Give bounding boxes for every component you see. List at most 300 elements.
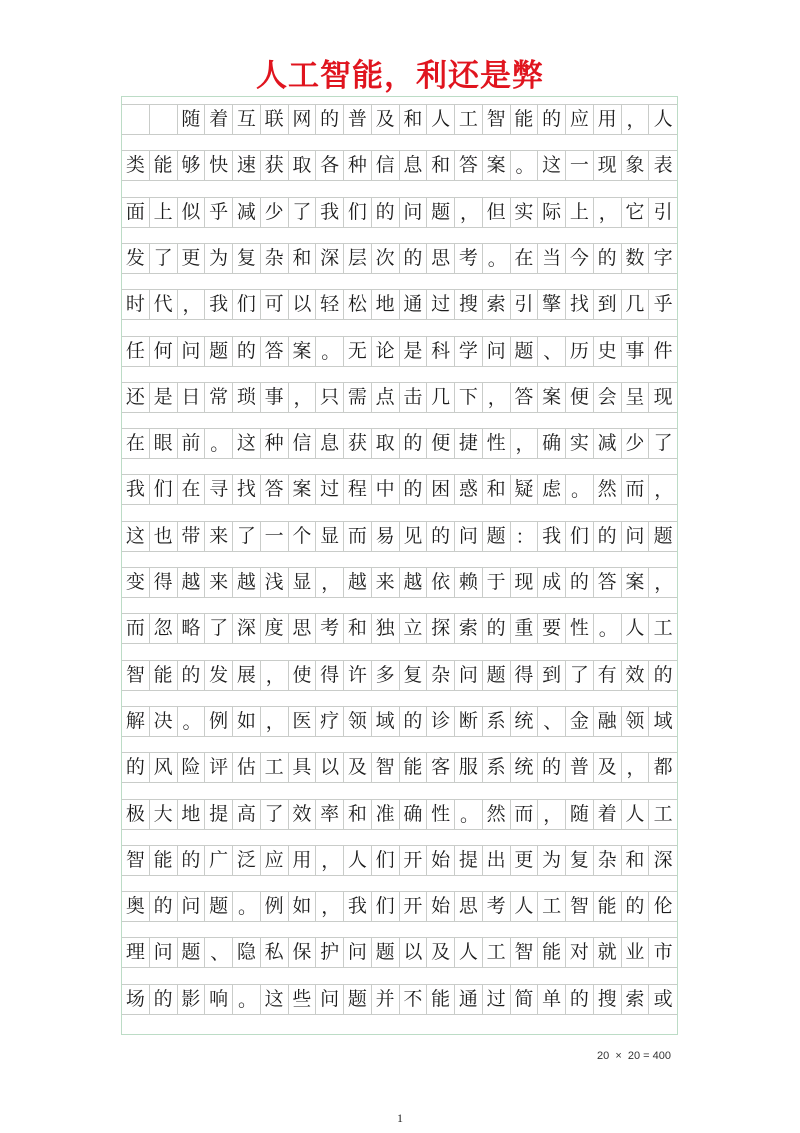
grid-cell: 减 <box>233 198 261 227</box>
grid-cell: 考 <box>455 244 483 273</box>
grid-cell: ， <box>538 800 566 829</box>
grid-cell: 答 <box>511 383 539 412</box>
grid-cell: 乎 <box>653 293 673 316</box>
grid-cell: 应 <box>566 105 594 134</box>
grid-cell: 问 <box>455 522 483 551</box>
grid-cell: 速 <box>233 151 261 180</box>
grid-cell: 有 <box>594 661 622 690</box>
grid-row <box>122 150 677 181</box>
grid-cell: 见 <box>400 522 428 551</box>
grid-cell: 影 <box>178 985 206 1014</box>
grid-cell: 而 <box>622 475 650 504</box>
grid-cell: 统 <box>511 707 539 736</box>
grid-cell: 随 <box>566 800 594 829</box>
grid-cell: 在 <box>511 244 539 273</box>
grid-cell: 我 <box>122 475 150 504</box>
grid-cell: 风 <box>150 753 178 782</box>
grid-cell: 取 <box>289 151 317 180</box>
grid-cell: 联 <box>261 105 289 134</box>
grid-row <box>122 752 677 783</box>
grid-cell: 今 <box>566 244 594 273</box>
grid-cell: 过 <box>483 985 511 1014</box>
grid-cell: 题 <box>511 337 539 366</box>
grid-cell: 问 <box>316 985 344 1014</box>
grid-cell: 下 <box>455 383 483 412</box>
grid-cell: 考 <box>316 614 344 643</box>
grid-cell: 数 <box>622 244 650 273</box>
grid-cell: 略 <box>178 614 206 643</box>
grid-cell: 的 <box>483 614 511 643</box>
grid-cell: 高 <box>233 800 261 829</box>
grid-cell: 杂 <box>594 846 622 875</box>
grid-cell: 响 <box>205 985 233 1014</box>
grid-cell: 和 <box>427 151 455 180</box>
grid-cell: 忽 <box>150 614 178 643</box>
grid-cell: 索 <box>622 985 650 1014</box>
grid-cell: ， <box>594 198 622 227</box>
grid-cell: 问 <box>483 337 511 366</box>
grid-cell: 性 <box>427 800 455 829</box>
grid-cell: 的 <box>594 244 622 273</box>
grid-cell: 代 <box>150 290 178 319</box>
grid-cell: 个 <box>289 522 317 551</box>
grid-cell: 能 <box>594 892 622 921</box>
grid-cell: 效 <box>289 800 317 829</box>
grid-cell: 。 <box>483 244 511 273</box>
grid-cell: 工 <box>261 753 289 782</box>
grid-cell: 学 <box>455 337 483 366</box>
grid-cell: ， <box>178 290 206 319</box>
grid-cell: 需 <box>344 383 372 412</box>
grid-cell: 断 <box>455 707 483 736</box>
grid-cell: 困 <box>427 475 455 504</box>
grid-cell: 实 <box>566 429 594 458</box>
grid-cell: 问 <box>400 198 428 227</box>
grid-cell: ， <box>511 429 539 458</box>
grid-cell: 复 <box>233 244 261 273</box>
page-number: 1 <box>397 1111 403 1125</box>
grid-cell: 前 <box>178 429 206 458</box>
grid-cell: 案 <box>289 475 317 504</box>
grid-cell: 要 <box>538 614 566 643</box>
grid-cell: 以 <box>289 290 317 319</box>
grid-cell: 域 <box>653 709 673 732</box>
grid-cell: 些 <box>289 985 317 1014</box>
grid-cell: 网 <box>289 105 317 134</box>
grid-cell: 确 <box>538 429 566 458</box>
grid-cell: 们 <box>150 475 178 504</box>
grid-cell: 杂 <box>427 661 455 690</box>
grid-cell: 类 <box>122 151 150 180</box>
grid-cell: 对 <box>566 938 594 967</box>
grid-cell: 护 <box>316 938 344 967</box>
grid-cell: 思 <box>455 892 483 921</box>
grid-cell: 我 <box>344 892 372 921</box>
character-count-label: 20 × 20 = 400 <box>597 1050 672 1062</box>
grid-cell: 、 <box>538 707 566 736</box>
grid-cell: 题 <box>653 524 673 547</box>
grid-cell: 广 <box>205 846 233 875</box>
grid-cell: 越 <box>178 568 206 597</box>
grid-cell: 而 <box>344 522 372 551</box>
grid-cell: ， <box>261 707 289 736</box>
grid-cell: 、 <box>205 938 233 967</box>
grid-cell: 搜 <box>455 290 483 319</box>
grid-cell: 确 <box>400 800 428 829</box>
grid-cell: 人 <box>622 800 650 829</box>
grid-cell: 不 <box>400 985 428 1014</box>
grid-row <box>122 428 677 459</box>
grid-cell: 了 <box>233 522 261 551</box>
grid-cell: ， <box>654 572 674 594</box>
grid-row <box>122 937 677 968</box>
grid-cell: 服 <box>455 753 483 782</box>
grid-cell: 应 <box>261 846 289 875</box>
grid-cell: 估 <box>233 753 261 782</box>
grid-cell: 保 <box>289 938 317 967</box>
grid-cell: 只 <box>316 383 344 412</box>
grid-cell: 。 <box>233 985 261 1014</box>
grid-cell: 了 <box>289 198 317 227</box>
grid-cell: 能 <box>150 846 178 875</box>
grid-cell: 何 <box>150 337 178 366</box>
grid-cell: 显 <box>316 522 344 551</box>
grid-cell: 人 <box>653 108 673 130</box>
grid-cell: 用 <box>289 846 317 875</box>
grid-cell: 面 <box>122 198 150 227</box>
grid-cell: 各 <box>316 151 344 180</box>
grid-row <box>122 660 677 691</box>
grid-cell: 的 <box>150 985 178 1014</box>
grid-cell: 我 <box>538 522 566 551</box>
grid-row <box>122 104 677 135</box>
grid-cell: 。 <box>566 475 594 504</box>
grid-cell: 引 <box>511 290 539 319</box>
grid-cell: 的 <box>622 892 650 921</box>
grid-cell: 赖 <box>455 568 483 597</box>
grid-cell: 索 <box>483 290 511 319</box>
grid-cell: 息 <box>316 429 344 458</box>
grid-cell: 似 <box>178 198 206 227</box>
grid-cell: 成 <box>538 568 566 597</box>
grid-cell: 效 <box>622 661 650 690</box>
grid-cell: 为 <box>205 244 233 273</box>
grid-cell: 的 <box>233 337 261 366</box>
grid-cell: 获 <box>261 151 289 180</box>
grid-cell: 便 <box>566 383 594 412</box>
grid-cell <box>122 105 150 134</box>
grid-cell: 得 <box>316 661 344 690</box>
grid-cell: 到 <box>538 661 566 690</box>
grid-cell: 层 <box>344 244 372 273</box>
grid-cell: 性 <box>483 429 511 458</box>
grid-cell: 通 <box>400 290 428 319</box>
grid-cell: 使 <box>289 661 317 690</box>
grid-cell: 了 <box>205 614 233 643</box>
grid-cell: 这 <box>233 429 261 458</box>
grid-cell: 了 <box>566 661 594 690</box>
grid-cell: 重 <box>511 614 539 643</box>
grid-cell: 能 <box>150 661 178 690</box>
grid-cell: 信 <box>289 429 317 458</box>
grid-cell: 还 <box>122 383 150 412</box>
grid-cell: 任 <box>122 337 150 366</box>
grid-cell: 的 <box>316 105 344 134</box>
grid-cell: 工 <box>538 892 566 921</box>
grid-cell: 们 <box>372 892 400 921</box>
grid-cell: 击 <box>400 383 428 412</box>
grid-cell: 市 <box>653 941 673 964</box>
grid-cell: 索 <box>455 614 483 643</box>
grid-cell: 能 <box>511 105 539 134</box>
grid-cell: 几 <box>622 290 650 319</box>
grid-cell: 解 <box>122 707 150 736</box>
grid-cell: 为 <box>538 846 566 875</box>
grid-cell: 医 <box>289 707 317 736</box>
grid-cell: 。 <box>511 151 539 180</box>
grid-cell: 智 <box>483 105 511 134</box>
grid-cell: ， <box>316 568 344 597</box>
grid-cell: 和 <box>622 846 650 875</box>
grid-cell: 度 <box>261 614 289 643</box>
grid-cell: 理 <box>122 938 150 967</box>
grid-cell: 的 <box>594 522 622 551</box>
grid-cell: 许 <box>344 661 372 690</box>
grid-cell: 地 <box>372 290 400 319</box>
manuscript-grid <box>121 96 678 1035</box>
grid-cell: 是 <box>150 383 178 412</box>
grid-cell: 变 <box>122 568 150 597</box>
grid-cell: ， <box>316 846 344 875</box>
grid-cell: 以 <box>400 938 428 967</box>
grid-cell: 际 <box>538 198 566 227</box>
grid-cell: ， <box>483 383 511 412</box>
grid-row <box>122 382 677 413</box>
grid-cell: 智 <box>372 753 400 782</box>
grid-cell: 的 <box>150 892 178 921</box>
grid-cell: 题 <box>178 938 206 967</box>
grid-cell: 人 <box>455 938 483 967</box>
grid-cell: 私 <box>261 938 289 967</box>
grid-cell: 历 <box>566 337 594 366</box>
grid-cell: 减 <box>594 429 622 458</box>
grid-cell: 金 <box>566 707 594 736</box>
grid-cell: 现 <box>594 151 622 180</box>
grid-cell: 简 <box>511 985 539 1014</box>
grid-cell: 考 <box>483 892 511 921</box>
grid-cell: 擎 <box>538 290 566 319</box>
grid-cell: 得 <box>150 568 178 597</box>
grid-cell: 答 <box>261 337 289 366</box>
grid-cell: 评 <box>205 753 233 782</box>
grid-cell: 案 <box>289 337 317 366</box>
grid-cell: 表 <box>653 154 673 177</box>
grid-cell: 及 <box>427 938 455 967</box>
grid-cell: 例 <box>205 707 233 736</box>
grid-cell: 依 <box>427 568 455 597</box>
grid-cell: 字 <box>653 246 673 269</box>
grid-cell: 一 <box>261 522 289 551</box>
grid-cell: 在 <box>122 429 150 458</box>
grid-cell: 件 <box>653 339 673 362</box>
grid-cell: 。 <box>205 429 233 458</box>
grid-cell: 当 <box>538 244 566 273</box>
grid-row <box>122 521 677 552</box>
grid-cell: 了 <box>653 432 673 455</box>
grid-cell: 始 <box>427 892 455 921</box>
grid-cell: 题 <box>483 661 511 690</box>
grid-cell: 都 <box>653 756 673 779</box>
grid-cell: 系 <box>483 753 511 782</box>
grid-cell: 或 <box>653 987 673 1010</box>
grid-cell: 智 <box>122 661 150 690</box>
grid-cell: 案 <box>538 383 566 412</box>
grid-cell: ， <box>289 383 317 412</box>
grid-cell: 来 <box>205 522 233 551</box>
grid-cell: 题 <box>372 938 400 967</box>
grid-cell: 的 <box>653 663 673 686</box>
grid-cell: 工 <box>653 617 673 640</box>
grid-cell: 并 <box>372 985 400 1014</box>
grid-cell: 少 <box>622 429 650 458</box>
grid-cell: 搜 <box>594 985 622 1014</box>
grid-cell: 人 <box>427 105 455 134</box>
grid-cell: 时 <box>122 290 150 319</box>
grid-cell: 越 <box>233 568 261 597</box>
grid-cell: 能 <box>427 985 455 1014</box>
grid-cell: 种 <box>261 429 289 458</box>
grid-cell: 地 <box>178 800 206 829</box>
grid-cell: 。 <box>316 337 344 366</box>
grid-cell: 智 <box>566 892 594 921</box>
grid-cell: 寻 <box>205 475 233 504</box>
grid-cell: 了 <box>150 244 178 273</box>
grid-cell: 领 <box>622 707 650 736</box>
grid-cell: 的 <box>538 105 566 134</box>
grid-cell: 惑 <box>455 475 483 504</box>
grid-cell: 息 <box>400 151 428 180</box>
grid-cell: 人 <box>622 614 650 643</box>
grid-cell: 险 <box>178 753 206 782</box>
grid-cell: 现 <box>653 385 673 408</box>
grid-cell: 率 <box>316 800 344 829</box>
grid-cell: 的 <box>178 661 206 690</box>
grid-cell: 奥 <box>122 892 150 921</box>
grid-cell: 工 <box>483 938 511 967</box>
grid-cell: 深 <box>316 244 344 273</box>
grid-cell: 题 <box>205 337 233 366</box>
grid-cell: 于 <box>483 568 511 597</box>
grid-cell: 人 <box>511 892 539 921</box>
grid-cell: 们 <box>566 522 594 551</box>
grid-cell: 的 <box>538 753 566 782</box>
grid-cell: 的 <box>178 846 206 875</box>
grid-cell: 次 <box>372 244 400 273</box>
grid-cell: 够 <box>178 151 206 180</box>
grid-cell: 便 <box>427 429 455 458</box>
grid-cell: 显 <box>289 568 317 597</box>
grid-row <box>122 845 677 876</box>
grid-cell: 快 <box>205 151 233 180</box>
grid-cell: 工 <box>455 105 483 134</box>
grid-cell: 眼 <box>150 429 178 458</box>
grid-cell: 更 <box>511 846 539 875</box>
grid-cell: 准 <box>372 800 400 829</box>
grid-cell: 虑 <box>538 475 566 504</box>
grid-cell: ， <box>622 105 650 134</box>
grid-cell: 的 <box>372 198 400 227</box>
grid-cell: 。 <box>233 892 261 921</box>
grid-cell: 的 <box>566 568 594 597</box>
grid-cell: 轻 <box>316 290 344 319</box>
grid-cell: 一 <box>566 151 594 180</box>
grid-cell: 史 <box>594 337 622 366</box>
grid-cell: 复 <box>400 661 428 690</box>
grid-cell: 及 <box>372 105 400 134</box>
grid-cell: 。 <box>178 707 206 736</box>
grid-cell: 开 <box>400 892 428 921</box>
grid-cell: 诊 <box>427 707 455 736</box>
grid-cell: ， <box>316 892 344 921</box>
grid-cell: 而 <box>511 800 539 829</box>
grid-cell: 题 <box>427 198 455 227</box>
grid-cell: 这 <box>122 522 150 551</box>
grid-cell: 互 <box>233 105 261 134</box>
grid-cell: 更 <box>178 244 206 273</box>
grid-row <box>122 613 677 644</box>
grid-cell: 始 <box>427 846 455 875</box>
grid-row <box>122 243 677 274</box>
grid-cell: 发 <box>205 661 233 690</box>
grid-cell: ， <box>654 479 674 502</box>
grid-cell: 能 <box>150 151 178 180</box>
grid-cell: 着 <box>594 800 622 829</box>
grid-cell: 这 <box>261 985 289 1014</box>
grid-cell: 如 <box>289 892 317 921</box>
grid-cell: 能 <box>400 753 428 782</box>
grid-cell: 出 <box>483 846 511 875</box>
grid-cell: 是 <box>400 337 428 366</box>
grid-cell: 能 <box>538 938 566 967</box>
grid-cell: 领 <box>344 707 372 736</box>
grid-cell: 事 <box>261 383 289 412</box>
grid-cell: 客 <box>427 753 455 782</box>
grid-cell: 随 <box>178 105 206 134</box>
grid-cell: 的 <box>400 707 428 736</box>
grid-cell: 通 <box>455 985 483 1014</box>
grid-row <box>122 984 677 1015</box>
grid-cell: 疑 <box>511 475 539 504</box>
essay-title: 人工智能，利还是弊 <box>256 58 544 94</box>
grid-row <box>122 799 677 830</box>
grid-cell <box>150 105 178 134</box>
grid-cell: 引 <box>653 200 673 223</box>
grid-cell: 大 <box>150 800 178 829</box>
grid-row <box>122 289 677 320</box>
grid-cell: 的 <box>400 429 428 458</box>
grid-cell: 来 <box>205 568 233 597</box>
grid-cell: 提 <box>455 846 483 875</box>
grid-cell: 信 <box>372 151 400 180</box>
grid-cell: 的 <box>566 985 594 1014</box>
grid-cell: 普 <box>566 753 594 782</box>
grid-cell: 但 <box>483 198 511 227</box>
grid-cell: 探 <box>427 614 455 643</box>
grid-cell: 杂 <box>261 244 289 273</box>
grid-cell: 答 <box>261 475 289 504</box>
grid-cell: 系 <box>483 707 511 736</box>
grid-cell: ， <box>455 198 483 227</box>
